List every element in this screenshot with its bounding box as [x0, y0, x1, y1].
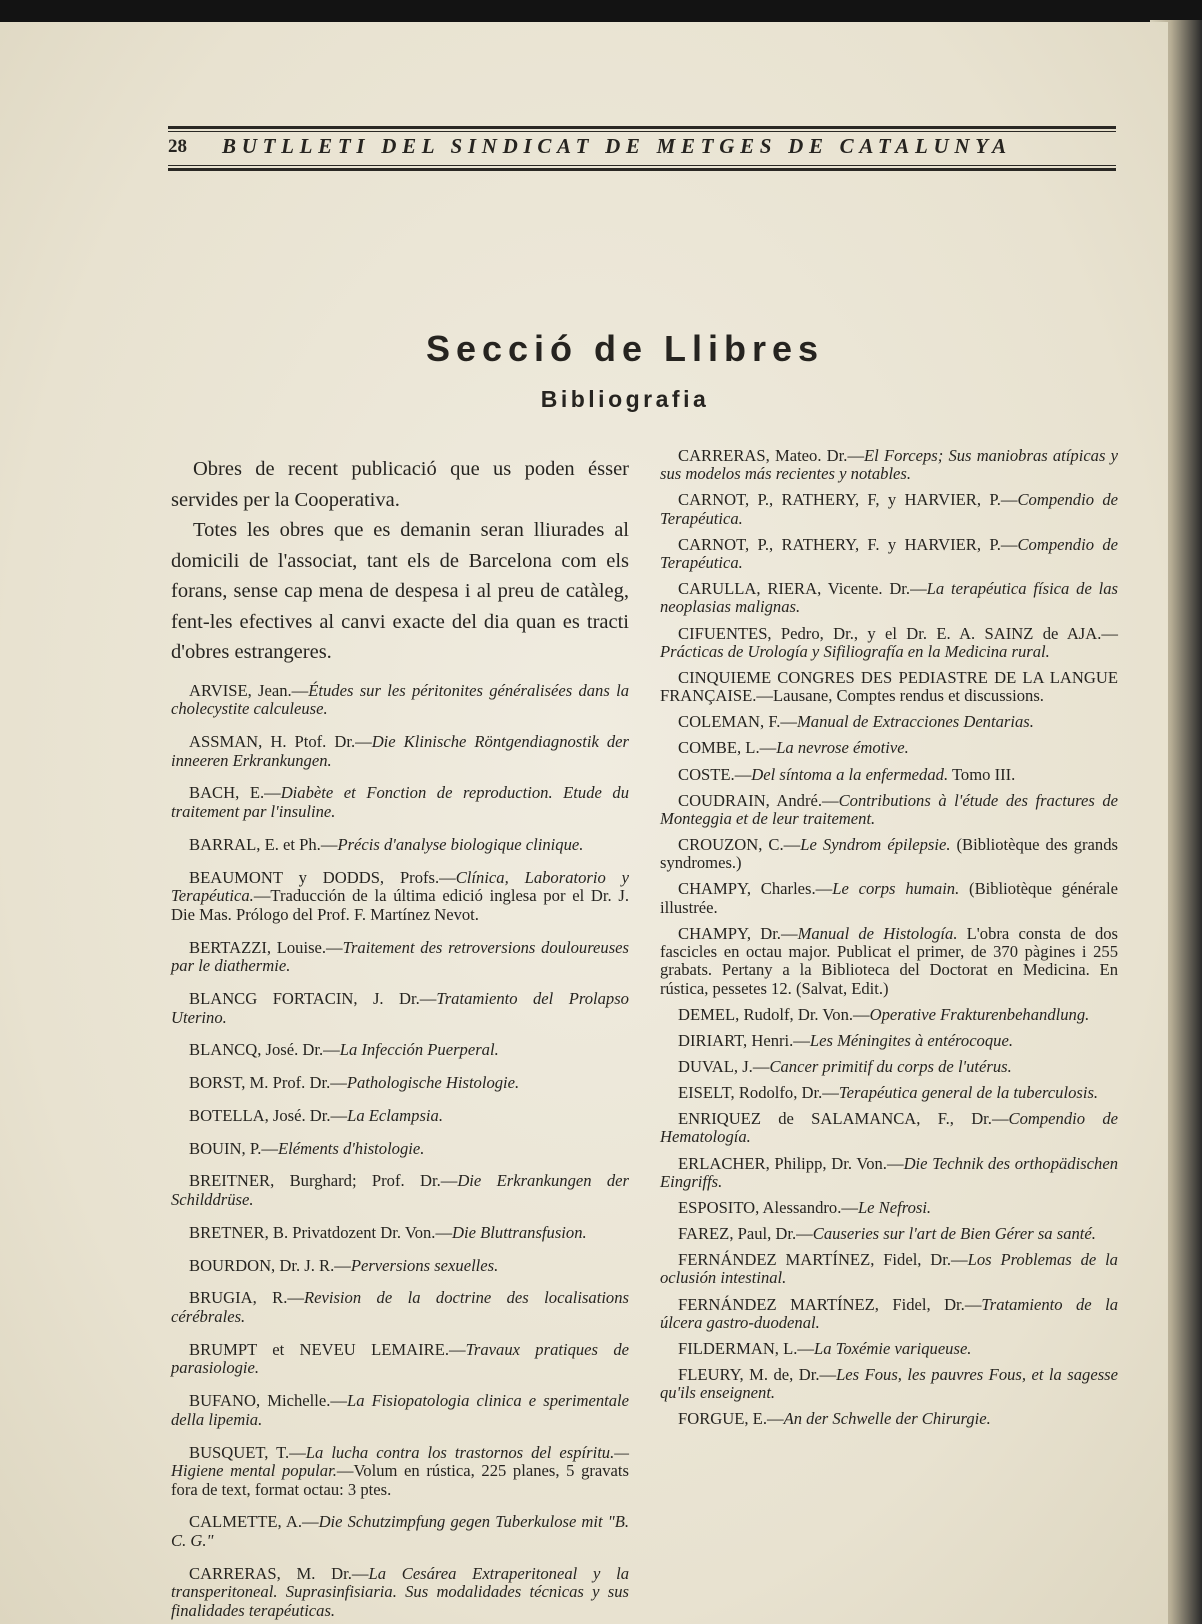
left-column — [171, 454, 629, 1621]
bibliography-entry — [171, 784, 629, 821]
entry-author: CHAMPY, Charles. — [678, 879, 816, 899]
journal-page — [0, 22, 1168, 1624]
entry-author: COSTE. — [678, 764, 735, 784]
bibliography-entry — [660, 1340, 1118, 1358]
entry-note: —Volum en rústica, 225 planes, 5 gravats fora de text, format octau: 3 ptes. — [171, 1461, 629, 1499]
entry-title: — Compendio de Hematología. — [660, 1109, 1118, 1146]
entry-title: — Eléments d'histologie. — [261, 1139, 424, 1158]
entry-author: ENRIQUEZ de SALAMANCA, F., Dr. — [678, 1109, 992, 1129]
entry-title: — Revision de la doctrine des localisations cérébrales. — [171, 1288, 629, 1326]
right-entry-list — [660, 447, 1118, 1429]
bibliography-entry — [660, 580, 1118, 617]
right-column — [660, 447, 1118, 1429]
bibliography-entry — [660, 766, 1118, 784]
bibliography-entry — [660, 1251, 1118, 1288]
bibliography-entry — [660, 447, 1118, 484]
bibliography-entry — [660, 491, 1118, 528]
entry-author: CINQUIEME CONGRES DES PEDIASTRE DE LA LANGUE FRANÇAISE. — [660, 667, 1118, 706]
entry-title: — Die Klinische Röntgendiagnostik der inneeren Erkrankungen. — [171, 732, 629, 770]
entry-author: CARRERAS, Mateo. Dr. — [678, 446, 848, 465]
bibliography-entry — [660, 625, 1118, 662]
entry-title: — Tratamiento de la úlcera gastro-duodenal. — [660, 1295, 1118, 1332]
entry-title: — Die Bluttransfusion. — [435, 1223, 586, 1242]
entry-title: — Terapéutica general de la tuberculosis. — [822, 1083, 1098, 1102]
entry-title: — El Forceps; Sus maniobras atípicas y sus modelos más recientes y notables. — [660, 446, 1118, 483]
entry-author: DEMEL, Rudolf, Dr. Von. — [678, 1004, 854, 1024]
entry-author: BOTELLA, José. Dr. — [189, 1105, 331, 1125]
entry-title: — An der Schwelle der Chirurgie. — [767, 1409, 991, 1428]
entry-title: — La terapéutica física de las neoplasias malignas. — [660, 579, 1118, 616]
entry-author: CARRERAS, M. Dr. — [189, 1563, 352, 1583]
entry-author: CARULLA, RIERA, Vicente. Dr. — [678, 579, 911, 599]
intro-paragraph: Totes les obres que es demanin seran lliurades al domicili de l'associat, tant els de Barcelona com els forans, sense cap mena de despesa i al preu de catàleg, fent-les efectives al canvi exacte del dia quan es tracti d'obres estrangeres. — [171, 519, 629, 663]
bibliography-entry — [660, 1199, 1118, 1217]
bibliography-entry — [171, 1341, 629, 1378]
running-header — [168, 104, 1116, 179]
entry-title: — La Toxémie variqueuse. — [797, 1339, 971, 1358]
bibliography-entry — [660, 713, 1118, 731]
entry-author: BUSQUET, T. — [189, 1442, 290, 1462]
entry-title: — Prácticas de Urología y Sifiliografía en la Medicina rural. — [660, 624, 1118, 661]
entry-author: BLANCG FORTACIN, J. Dr. — [189, 988, 420, 1008]
entry-author: CROUZON, C. — [678, 835, 784, 855]
entry-title: — Causeries sur l'art de Bien Gérer sa santé. — [796, 1224, 1096, 1243]
bibliography-entry — [171, 990, 629, 1027]
bibliography-entry — [660, 1032, 1118, 1050]
entry-author: BRUMPT et NEVEU LEMAIRE. — [189, 1339, 449, 1359]
entry-author: FLEURY, M. de, Dr. — [678, 1365, 820, 1384]
bibliography-entry — [171, 1172, 629, 1209]
entry-author: FERNÁNDEZ MARTÍNEZ, Fidel, Dr. — [678, 1250, 952, 1270]
entry-title: — Del síntoma a la enfermedad. — [735, 765, 948, 784]
section-title: Secció de Llibres — [425, 328, 825, 369]
bibliography-entry — [171, 1041, 629, 1060]
page-number: 28 — [168, 136, 187, 157]
entry-title: — Le corps humain. — [816, 879, 960, 898]
header-rule — [168, 131, 1116, 132]
bibliography-entry — [660, 836, 1118, 873]
entry-title: — Manual de Histología. — [781, 924, 958, 943]
entry-title: — Die Schutzimpfung gegen Tuberkulose mit "B. C. G." — [171, 1512, 629, 1550]
bibliography-entry — [660, 1410, 1118, 1428]
bibliography-entry — [660, 1058, 1118, 1076]
entry-title: — Précis d'analyse biologique clinique. — [321, 835, 584, 854]
bibliography-entry — [660, 1155, 1118, 1192]
bibliography-entry — [660, 739, 1118, 757]
left-entry-list — [171, 682, 629, 1621]
entry-title: — Die Technik des orthopädischen Eingriffs. — [660, 1154, 1118, 1191]
entry-author: COLEMAN, F. — [678, 712, 781, 732]
entry-author: FORGUE, E. — [678, 1409, 767, 1429]
entry-title: — Clínica, Laboratorio y Terapéutica. — [171, 868, 629, 906]
entry-author: FAREZ, Paul, Dr. — [678, 1224, 797, 1244]
entry-title: — Les Fous, les pauvres Fous, et la sagesse qu'ils enseignent. — [660, 1365, 1118, 1402]
bibliography-entry — [171, 1107, 629, 1126]
entry-title: — La Eclampsia. — [331, 1106, 443, 1125]
entry-author: ERLACHER, Philipp, Dr. Von. — [678, 1153, 887, 1173]
bibliography-entry — [660, 1110, 1118, 1147]
bibliography-entry — [171, 939, 629, 976]
entry-title: — Traitement des retroversions douloureuses par le diathermie. — [171, 938, 629, 976]
section-subtitle: Bibliografia — [540, 386, 710, 412]
entry-author: BREITNER, Burghard; Prof. Dr. — [189, 1171, 441, 1191]
entry-author: CIFUENTES, Pedro, Dr., y el Dr. E. A. SAINZ de AJA. — [678, 623, 1102, 643]
entry-title: — Le Nefrosi. — [841, 1198, 931, 1217]
entry-author: BORST, M. Prof. Dr. — [189, 1073, 331, 1093]
entry-title: — Manual de Extracciones Dentarias. — [780, 712, 1033, 731]
bibliography-entry — [660, 669, 1118, 706]
entry-title: — Études sur les péritonites généralisées dans la cholecystite calculeuse. — [171, 681, 629, 719]
header-rule — [168, 126, 1116, 129]
bibliography-entry — [171, 1257, 629, 1276]
bibliography-entry — [660, 536, 1118, 573]
entry-author: DUVAL, J. — [678, 1056, 753, 1076]
entry-author: EISELT, Rodolfo, Dr. — [678, 1083, 823, 1103]
header-rule — [168, 165, 1116, 166]
bibliography-entry — [171, 1289, 629, 1326]
bibliography-entry — [171, 1513, 629, 1550]
bibliography-entry — [171, 1140, 629, 1159]
journal-title: BUTLLETI DEL SINDICAT DE METGES DE CATALUNYA — [222, 134, 1012, 158]
entry-author: BRETNER, B. Privatdozent Dr. Von. — [189, 1222, 436, 1242]
entry-title: — Perversions sexuelles. — [334, 1256, 498, 1275]
bibliography-entry — [660, 880, 1118, 917]
entry-title: — Tratamiento del Prolapso Uterino. — [171, 989, 629, 1027]
entry-author: FERNÁNDEZ MARTÍNEZ, Fidel, Dr. — [678, 1294, 965, 1314]
entry-author: BOUIN, P. — [189, 1138, 262, 1158]
entry-title: — La Fisiopatologia clinica e sperimentale della lipemia. — [171, 1391, 629, 1429]
entry-note: (Bibliotèque générale illustrée. — [660, 879, 1118, 917]
bibliography-entry — [660, 925, 1118, 998]
entry-note: (Bibliotèque des grands syndromes.) — [660, 835, 1118, 873]
entry-author: DIRIART, Henri. — [678, 1030, 794, 1050]
entry-title: — Die Erkrankungen der Schilddrüse. — [171, 1171, 629, 1209]
entry-title: — Operative Frakturenbehandlung. — [853, 1005, 1089, 1024]
entry-title: — La nevrose émotive. — [760, 738, 909, 757]
bibliography-entry — [660, 792, 1118, 829]
bibliography-entry — [171, 733, 629, 770]
entry-author: ARVISE, Jean. — [189, 680, 292, 700]
bibliography-entry — [171, 1074, 629, 1093]
bibliography-entry — [171, 682, 629, 719]
entry-note: —Lausane, Comptes rendus et discussions. — [756, 686, 1044, 706]
entry-author: BACH, E. — [189, 783, 265, 803]
entry-title: — Travaux pratiques de parasiologie. — [171, 1340, 629, 1378]
entry-author: CARNOT, P., RATHERY, F. y HARVIER, P. — [678, 534, 1001, 554]
entry-title: — La lucha contra los trastornos del espíritu.—Higiene mental popular. — [171, 1443, 629, 1481]
entry-author: BUFANO, Michelle. — [189, 1391, 331, 1411]
entry-title: — Compendio de Terapéutica. — [660, 490, 1118, 527]
entry-note: L'obra consta de dos fascicles en octau major. Publicat el primer, de 370 pàgines i 255 grabats. Pertany a la Biblioteca del Doctorat en Medicina. En rústica, pessetes 12. (Salvat, Edit.) — [660, 923, 1118, 998]
entry-title: — Diabète et Fonction de reproduction. Etude du traitement par l'insuline. — [171, 783, 629, 821]
bibliography-entry — [171, 1224, 629, 1243]
entry-note: Tomo III. — [948, 764, 1016, 784]
entry-title: — Contributions à l'étude des fractures de Monteggia et de leur traitement. — [660, 791, 1118, 828]
bibliography-entry — [171, 869, 629, 925]
entry-author: BEAUMONT y DODDS, Profs. — [189, 867, 440, 887]
entry-author: BARRAL, E. et Ph. — [189, 834, 321, 854]
entry-title: — Compendio de Terapéutica. — [660, 535, 1118, 572]
entry-title: — Los Problemas de la oclusión intestinal. — [660, 1250, 1118, 1287]
entry-title: — Pathologische Histologie. — [330, 1073, 519, 1092]
bibliography-entry — [171, 1444, 629, 1500]
entry-author: CALMETTE, A. — [189, 1512, 302, 1532]
bibliography-entry — [171, 1565, 629, 1621]
entry-title: — Le Syndrom épilepsie. — [784, 835, 951, 854]
bibliography-entry — [660, 1366, 1118, 1403]
header-rule — [168, 168, 1116, 171]
entry-author: FILDERMAN, L. — [678, 1338, 798, 1358]
entry-author: BERTAZZI, Louise. — [189, 937, 327, 957]
intro-paragraph: Obres de recent publicació que us poden ésser servides per la Cooperativa. — [171, 458, 629, 511]
bibliography-entry — [660, 1225, 1118, 1243]
entry-title: — La Cesárea Extraperitoneal y la transperitoneal. Suprasinfisiaria. Sus modalidades técnicas y sus finalidades terapéuticas. — [171, 1564, 629, 1620]
entry-title: — Les Méningites à entérocoque. — [793, 1031, 1013, 1050]
entry-note: —Traducción de la última edició inglesa por el Dr. J. Die Mas. Prólogo del Prof. F. Martínez Nevot. — [171, 886, 629, 924]
entry-author: BLANCQ, José. Dr. — [189, 1040, 324, 1060]
entry-title: — Cancer primitif du corps de l'utérus. — [753, 1057, 1012, 1076]
entry-author: BRUGIA, R. — [189, 1288, 288, 1308]
entry-author: COUDRAIN, André. — [678, 790, 822, 810]
entry-author: CARNOT, P., RATHERY, F, y HARVIER, P. — [678, 490, 1001, 510]
entry-title: — La Infección Puerperal. — [323, 1040, 499, 1059]
entry-author: BOURDON, Dr. J. R. — [189, 1255, 335, 1275]
entry-author: ESPOSITO, Alessandro. — [678, 1197, 842, 1217]
bibliography-entry — [660, 1296, 1118, 1333]
bibliography-entry — [171, 1392, 629, 1429]
bibliography-entry — [171, 836, 629, 855]
entry-author: CHAMPY, Dr. — [678, 923, 781, 943]
bibliography-entry — [660, 1006, 1118, 1024]
entry-author: ASSMAN, H. Ptof. Dr. — [189, 732, 356, 752]
entry-author: COMBE, L. — [678, 738, 760, 758]
bibliography-entry — [660, 1084, 1118, 1102]
